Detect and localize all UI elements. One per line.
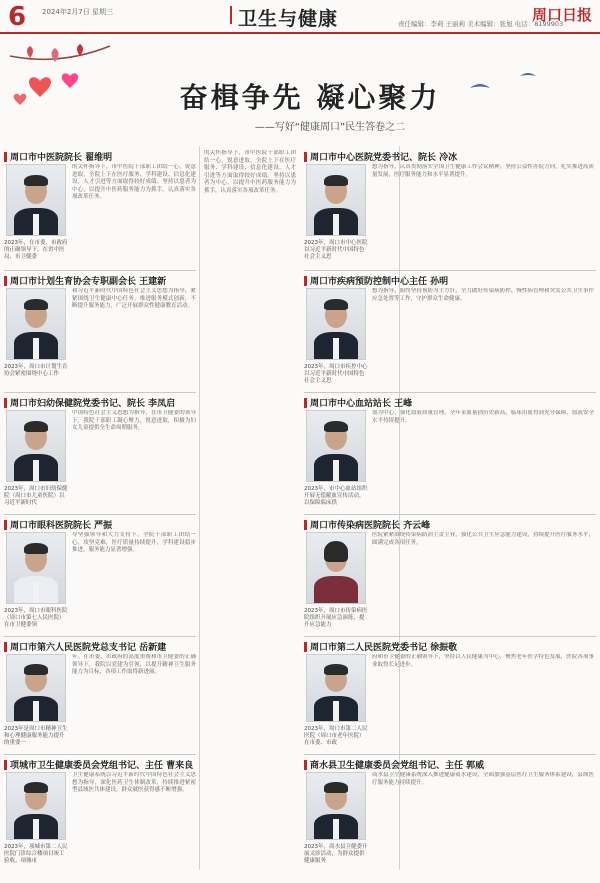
article-text: 的关怀指导下，市中医院干部职工团结一心，锐意进取，全院上下在医疗服务、学科建设、信息化建设、人才引进等方面取得较好成绩。坚持以患者为中心，以提升中医药服务能力为抓手，认真落实各项改革任务。 [72,164,196,200]
article-text: 卫生健康系统以习近平新时代中国特色社会主义思想为指导，深化医药卫生体制改革，持续推进紧密型县域医共体建设，群众就医获得感不断增强。 [72,772,196,793]
divider [4,392,196,393]
card-heading: 周口市计划生育协会专职副会长 王建新 [4,274,198,287]
portrait-photo [6,772,66,840]
photo-caption: 2023年，周口市第二人民医院（周口市老年医院）在市委、市政 [304,726,368,746]
profile-card [304,150,596,268]
portrait-photo [6,288,66,360]
portrait-photo [6,410,66,482]
column-divider [199,146,200,870]
photo-caption: 2023年，商水县卫健委开展义诊活动，为群众提供健康服务 [304,844,368,864]
section-title: 卫生与健康 [238,8,339,30]
article-text: 血为中心，强化血液质量管理，全年采血量创历史新高，临床用血得到充分保障，血液安全水平持续提升。 [372,410,594,424]
article-text: 中国特色社会主义思想为指导，在市卫健委的领导下，我院干部职工凝心聚力，锐意进取，积极为妇女儿童提供全生命周期服务。 [72,410,196,431]
portrait-photo [306,772,366,840]
card-heading: 周口市中医院院长 翟维明 [4,150,198,163]
divider [4,754,196,755]
article-text: 想为指导，始终坚持预防为主方针，全力做好传染病防控、慢性病管理和突发公共卫生事件应急处置等工作，守护群众生命健康。 [372,288,594,302]
profile-card [4,274,198,390]
issue-date: 2024年2月7日 星期三 [42,8,113,16]
bird-icon [470,73,536,88]
article-text: 导坚强领导和大力支持下，全院干部职工团结一心，攻坚克难，医疗质量持续提升，学科建设稳步推进，服务能力显著增强。 [72,532,196,553]
photo-caption: 2023年，在市委、市政府的正确领导下，在省中医局、市卫健委 [4,240,68,260]
page-header [0,0,600,34]
profile-card [304,396,596,512]
divider [4,636,196,637]
card-heading: 周口市疾病预防控制中心主任 孙明 [304,274,596,287]
card-heading: 周口市中心血站站长 王峰 [304,396,596,409]
card-heading: 周口市第二人民医院党委书记 徐振敬 [304,640,596,653]
profile-card [4,518,198,634]
article-text: 和习近平新时代中国特色社会主义思想为指导，紧紧围绕卫生健康中心任务，推进服务模式创新，不断提升服务能力，广泛开展群众性健康教育活动。 [72,288,196,309]
photo-caption: 2023年，市中心血站组织开展无偿献血宣传活动，以保障临床供 [304,486,368,506]
newspaper-logo: 周口日报 [532,6,593,24]
card-heading: 周口市中心医院党委书记、院长 冷冰 [304,150,596,163]
divider [304,636,596,637]
photo-caption: 2023年，周口市传染病医院组织开展应急演练，提升应急能力 [304,608,368,628]
headline-subtitle: ——写好“健康周口”民生答卷之二 [254,122,406,133]
divider [4,514,196,515]
profile-card [4,150,198,268]
profile-card [304,518,596,634]
portrait-photo [6,654,66,722]
card-heading: 周口市传染病医院院长 齐云峰 [304,518,596,531]
photo-caption: 2023年是周口市精神卫生和心理健康服务能力提升的重要一 [4,726,68,746]
card-heading: 项城市卫生健康委员会党组书记、主任 曹来良 [4,758,198,771]
continuation-text: 的关怀指导下，市中医院干部职工团结一心，锐意进取，全院上下在医疗服务、学科建设、信息化建设、人才引进等方面取得较好成绩。坚持以患者为中心，以提升中医药服务能力为抓手，认真落实各项改革任务。 [204,150,296,194]
photo-caption: 2023年，周口市妇幼保健院（周口市儿童医院）以习近平新时代 [4,486,68,506]
profile-card [304,758,596,870]
article-text: 商水县卫生健康系统深入推进健康商水建设，全面加强基层医疗卫生服务体系建设，县域医疗服务能力持续提升。 [372,772,594,786]
portrait-photo [306,164,366,236]
portrait-photo [306,288,366,360]
headline: 奋楫争先 凝心聚力 [179,81,441,114]
portrait-photo [306,410,366,482]
page-number: 6 [8,2,27,32]
card-heading: 商水县卫生健康委员会党组书记、主任 郭威 [304,758,596,771]
divider [304,392,596,393]
article-text: 想为指导，认真贯彻落实全国卫生健康工作会议精神，坚持公益性办院方向，扎实推进高质量发展，医疗服务能力和水平显著提升。 [372,164,594,178]
photo-caption: 2023年，周口市眼科医院（周口市第七人民医院）在市卫健委领 [4,608,68,628]
card-heading: 周口市眼科医院院长 严振 [4,518,198,531]
article-text: 府和市卫健委的正确领导下，坚持以人民健康为中心，聚焦老年医学特色发展，医院各项事业取得长足进步。 [372,654,594,668]
card-heading: 周口市妇幼保健院党委书记、院长 李凤启 [4,396,198,409]
portrait-photo [6,532,66,604]
article-text: 医院紧紧围绕传染病防治主责主业，强化公共卫生应急能力建设，持续提升医疗服务水平，圆满完成各项任务。 [372,532,594,546]
portrait-photo [306,654,366,722]
profile-card [4,758,198,870]
photo-caption: 2023年，周口市计划生育协会紧密围绕中心工作 [4,364,68,377]
editor-info: 责任编辑：李莉 王丽莉 美术编辑：张旭 电话：8199903 [398,20,564,28]
section-marker [230,6,232,24]
card-heading: 周口市第六人民医院党总支书记 岳新建 [4,640,198,653]
portrait-photo [6,164,66,236]
profile-card [4,640,198,752]
divider [4,270,196,271]
divider [304,270,596,271]
photo-caption: 2023年，周口市中心医院以习近平新时代中国特色社会主义思 [304,240,368,260]
profile-card [304,274,596,390]
profile-card [304,640,596,752]
hearts-branch-icon [10,44,110,105]
divider [304,754,596,755]
photo-caption: 2023年，周口市疾控中心以习近平新时代中国特色社会主义思 [304,364,368,384]
divider [304,514,596,515]
photo-caption: 2023年，项城市第二人民医院门诊综合楼项目竣工验收。项城市 [4,844,68,864]
article-text: 年。在市委、市政府的高度重视和市卫健委的正确领导下，我院以党建为引领，以提升精神卫生服务能力为目标，各项工作取得新进展。 [72,654,196,675]
profile-card [4,396,198,512]
portrait-photo [306,532,366,604]
